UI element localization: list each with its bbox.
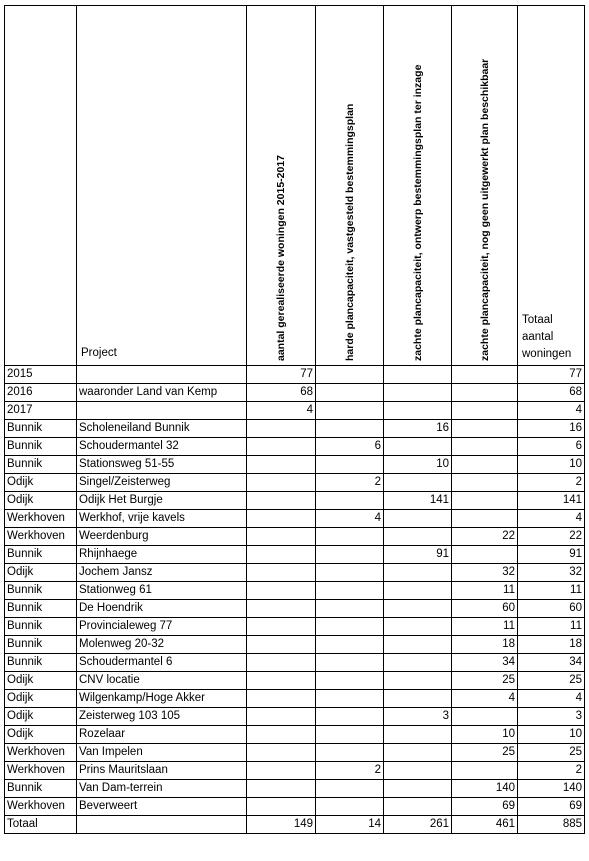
table-row (5, 636, 585, 654)
table-row (5, 600, 585, 618)
cell-realized (247, 690, 316, 708)
cell-project: Beverweert (77, 798, 247, 816)
cell-none: 34 (452, 654, 518, 672)
table-row (5, 798, 585, 816)
cell-realized: 77 (247, 366, 316, 384)
cell-draft: 91 (384, 546, 452, 564)
cell-hard (316, 528, 384, 546)
table-row (5, 582, 585, 600)
table-row (5, 654, 585, 672)
cell-realized (247, 582, 316, 600)
header-project: Project (77, 6, 247, 366)
cell-realized (247, 744, 316, 762)
cell-none (452, 456, 518, 474)
cell-realized (247, 636, 316, 654)
cell-hard (316, 690, 384, 708)
cell-total: 77 (518, 366, 585, 384)
cell-total: 11 (518, 582, 585, 600)
table-row (5, 780, 585, 798)
cell-location: Odijk (5, 492, 77, 510)
cell-location: Bunnik (5, 780, 77, 798)
cell-total: 140 (518, 780, 585, 798)
cell-project: Zeisterweg 103 105 (77, 708, 247, 726)
cell-project: Schoudermantel 6 (77, 654, 247, 672)
cell-none: 11 (452, 582, 518, 600)
cell-realized (247, 438, 316, 456)
cell-realized (247, 564, 316, 582)
cell-hard (316, 618, 384, 636)
cell-none (452, 762, 518, 780)
housing-capacity-table (4, 5, 585, 834)
cell-location: Bunnik (5, 456, 77, 474)
cell-realized (247, 492, 316, 510)
cell-hard (316, 456, 384, 474)
cell-total: 34 (518, 654, 585, 672)
cell-realized (247, 726, 316, 744)
cell-none (452, 420, 518, 438)
totals-hard: 14 (316, 816, 384, 834)
cell-location: Bunnik (5, 654, 77, 672)
cell-draft (384, 384, 452, 402)
header-soft-none-label: zachte plancapaciteit, nog geen uitgewerkt plan beschikbaar (478, 58, 491, 361)
cell-project: Scholeneiland Bunnik (77, 420, 247, 438)
cell-none: 25 (452, 672, 518, 690)
cell-location: 2017 (5, 402, 77, 420)
cell-project: Stationweg 61 (77, 582, 247, 600)
cell-total: 6 (518, 438, 585, 456)
cell-draft (384, 402, 452, 420)
cell-total: 60 (518, 600, 585, 618)
cell-none (452, 546, 518, 564)
cell-hard (316, 492, 384, 510)
cell-none: 25 (452, 744, 518, 762)
cell-total: 25 (518, 672, 585, 690)
cell-project: Jochem Jansz (77, 564, 247, 582)
cell-project: Schoudermantel 32 (77, 438, 247, 456)
cell-draft (384, 600, 452, 618)
cell-total: 4 (518, 510, 585, 528)
cell-none: 10 (452, 726, 518, 744)
cell-project (77, 366, 247, 384)
cell-hard (316, 780, 384, 798)
cell-draft (384, 672, 452, 690)
cell-realized (247, 618, 316, 636)
cell-location: Odijk (5, 474, 77, 492)
cell-hard (316, 672, 384, 690)
cell-project: Odijk Het Burgje (77, 492, 247, 510)
table-body (5, 366, 585, 816)
cell-location: Bunnik (5, 420, 77, 438)
cell-draft (384, 438, 452, 456)
cell-project: De Hoendrik (77, 600, 247, 618)
cell-draft: 16 (384, 420, 452, 438)
cell-hard (316, 564, 384, 582)
cell-total: 18 (518, 636, 585, 654)
table-row (5, 402, 585, 420)
table-row (5, 726, 585, 744)
cell-draft (384, 762, 452, 780)
cell-project: Weerdenburg (77, 528, 247, 546)
cell-location: Odijk (5, 726, 77, 744)
table-row (5, 456, 585, 474)
totals-row (5, 816, 585, 834)
cell-total: 68 (518, 384, 585, 402)
cell-hard (316, 546, 384, 564)
totals-none: 461 (452, 816, 518, 834)
cell-location: Bunnik (5, 636, 77, 654)
header-hard-capacity-label: harde plancapaciteit, vastgesteld bestemmingsplan (343, 103, 356, 361)
cell-project: Provincialeweg 77 (77, 618, 247, 636)
cell-project: Prins Mauritslaan (77, 762, 247, 780)
cell-project (77, 402, 247, 420)
cell-total: 91 (518, 546, 585, 564)
cell-realized (247, 798, 316, 816)
cell-none: 32 (452, 564, 518, 582)
cell-draft (384, 366, 452, 384)
cell-realized (247, 672, 316, 690)
cell-draft (384, 510, 452, 528)
table-row (5, 708, 585, 726)
table-row (5, 438, 585, 456)
cell-none: 22 (452, 528, 518, 546)
cell-draft (384, 780, 452, 798)
cell-hard (316, 708, 384, 726)
cell-location: Werkhoven (5, 762, 77, 780)
cell-draft: 3 (384, 708, 452, 726)
header-soft-none (452, 6, 518, 366)
table-row (5, 618, 585, 636)
cell-project: Rhijnhaege (77, 546, 247, 564)
cell-total: 3 (518, 708, 585, 726)
cell-realized (247, 528, 316, 546)
table-row (5, 474, 585, 492)
cell-hard (316, 726, 384, 744)
cell-total: 2 (518, 762, 585, 780)
cell-hard (316, 420, 384, 438)
cell-none: 60 (452, 600, 518, 618)
cell-realized (247, 600, 316, 618)
cell-draft: 10 (384, 456, 452, 474)
cell-draft (384, 690, 452, 708)
header-soft-draft (384, 6, 452, 366)
table-row (5, 366, 585, 384)
cell-realized (247, 420, 316, 438)
cell-draft (384, 528, 452, 546)
cell-realized (247, 474, 316, 492)
cell-total: 16 (518, 420, 585, 438)
cell-project: waaronder Land van Kemp (77, 384, 247, 402)
cell-location: 2015 (5, 366, 77, 384)
table-row (5, 492, 585, 510)
cell-total: 10 (518, 726, 585, 744)
table-row (5, 510, 585, 528)
table-row (5, 564, 585, 582)
cell-location: 2016 (5, 384, 77, 402)
cell-project: Van Dam-terrein (77, 780, 247, 798)
cell-none: 4 (452, 690, 518, 708)
totals-realized: 149 (247, 816, 316, 834)
cell-project: CNV locatie (77, 672, 247, 690)
cell-project: Singel/Zeisterweg (77, 474, 247, 492)
cell-draft: 141 (384, 492, 452, 510)
cell-none: 18 (452, 636, 518, 654)
cell-hard (316, 798, 384, 816)
cell-draft (384, 564, 452, 582)
cell-location: Odijk (5, 690, 77, 708)
cell-project: Van Impelen (77, 744, 247, 762)
cell-realized (247, 546, 316, 564)
cell-realized: 4 (247, 402, 316, 420)
cell-total: 25 (518, 744, 585, 762)
table-row (5, 690, 585, 708)
cell-hard (316, 582, 384, 600)
header-realized-label: aantal gerealiseerde woningen 2015-2017 (275, 154, 287, 361)
cell-project: Wilgenkamp/Hoge Akker (77, 690, 247, 708)
header-hard-capacity (316, 6, 384, 366)
cell-none (452, 402, 518, 420)
cell-location: Bunnik (5, 438, 77, 456)
cell-total: 22 (518, 528, 585, 546)
cell-project: Molenweg 20-32 (77, 636, 247, 654)
cell-none: 140 (452, 780, 518, 798)
cell-total: 141 (518, 492, 585, 510)
cell-none: 11 (452, 618, 518, 636)
table-row (5, 672, 585, 690)
cell-location: Werkhoven (5, 744, 77, 762)
cell-draft (384, 582, 452, 600)
cell-hard (316, 654, 384, 672)
cell-location: Odijk (5, 672, 77, 690)
cell-draft (384, 474, 452, 492)
cell-realized (247, 456, 316, 474)
cell-location: Bunnik (5, 618, 77, 636)
cell-realized: 68 (247, 384, 316, 402)
table-row (5, 384, 585, 402)
cell-project: Rozelaar (77, 726, 247, 744)
cell-draft (384, 798, 452, 816)
cell-location: Bunnik (5, 600, 77, 618)
cell-location: Bunnik (5, 582, 77, 600)
totals-label: Totaal (5, 816, 77, 834)
cell-location: Odijk (5, 708, 77, 726)
cell-total: 10 (518, 456, 585, 474)
header-total: Totaal aantal woningen (518, 6, 585, 366)
cell-hard: 2 (316, 474, 384, 492)
cell-project: Stationsweg 51-55 (77, 456, 247, 474)
cell-none (452, 384, 518, 402)
header-realized (247, 6, 316, 366)
cell-hard: 2 (316, 762, 384, 780)
cell-total: 2 (518, 474, 585, 492)
cell-location: Werkhoven (5, 528, 77, 546)
cell-none: 69 (452, 798, 518, 816)
totals-project (77, 816, 247, 834)
cell-total: 4 (518, 402, 585, 420)
cell-hard: 4 (316, 510, 384, 528)
cell-realized (247, 654, 316, 672)
table-row (5, 546, 585, 564)
cell-none (452, 510, 518, 528)
table-row (5, 420, 585, 438)
cell-realized (247, 762, 316, 780)
cell-hard (316, 636, 384, 654)
table-row (5, 744, 585, 762)
cell-realized (247, 708, 316, 726)
totals-total: 885 (518, 816, 585, 834)
cell-total: 32 (518, 564, 585, 582)
header-row (5, 6, 585, 366)
cell-total: 69 (518, 798, 585, 816)
cell-location: Werkhoven (5, 510, 77, 528)
cell-draft (384, 636, 452, 654)
cell-none (452, 708, 518, 726)
cell-total: 11 (518, 618, 585, 636)
cell-hard (316, 600, 384, 618)
cell-none (452, 492, 518, 510)
cell-location: Odijk (5, 564, 77, 582)
cell-none (452, 366, 518, 384)
cell-draft (384, 726, 452, 744)
cell-draft (384, 654, 452, 672)
table-row (5, 528, 585, 546)
cell-total: 4 (518, 690, 585, 708)
cell-hard (316, 384, 384, 402)
cell-realized (247, 780, 316, 798)
table-row (5, 762, 585, 780)
cell-location: Bunnik (5, 546, 77, 564)
cell-draft (384, 744, 452, 762)
cell-none (452, 438, 518, 456)
cell-location: Werkhoven (5, 798, 77, 816)
cell-draft (384, 618, 452, 636)
totals-draft: 261 (384, 816, 452, 834)
cell-realized (247, 510, 316, 528)
cell-hard (316, 402, 384, 420)
cell-hard (316, 366, 384, 384)
cell-hard (316, 744, 384, 762)
header-soft-draft-label: zachte plancapaciteit, ontwerp bestemmingsplan ter inzage (411, 64, 424, 361)
cell-none (452, 474, 518, 492)
cell-hard: 6 (316, 438, 384, 456)
header-location (5, 6, 77, 366)
cell-project: Werkhof, vrije kavels (77, 510, 247, 528)
